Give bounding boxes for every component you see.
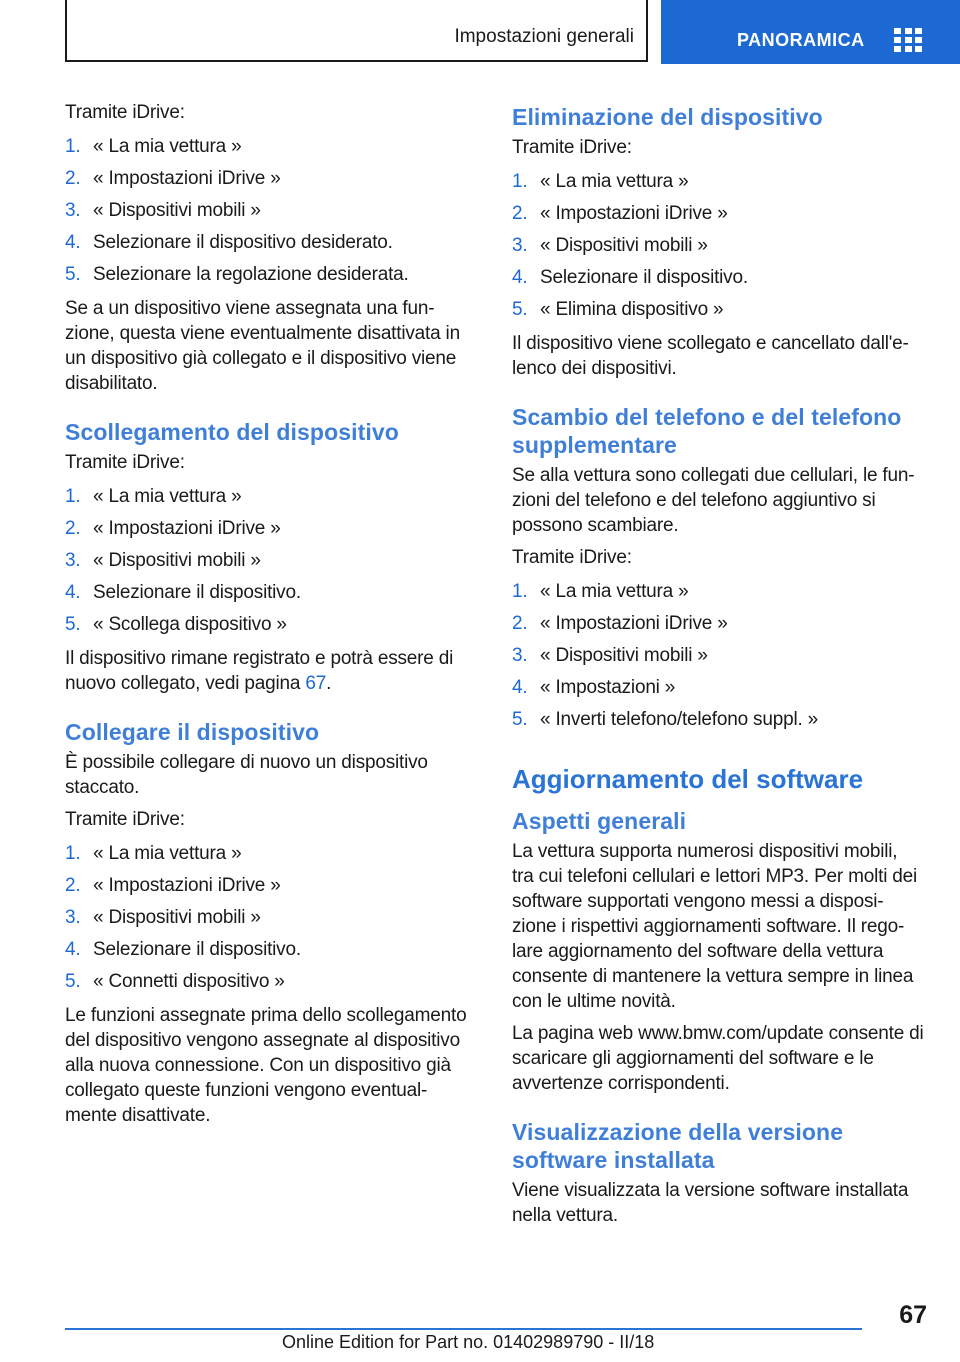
step-text: « La mia vettura » [93, 843, 242, 864]
step-number: 2. [65, 875, 81, 896]
step-number: 4. [65, 939, 81, 960]
list-item [512, 233, 924, 265]
list-item [65, 262, 477, 294]
step-number: 5. [65, 614, 81, 635]
paragraph: La vettura supporta numerosi dispositivi mobili, tra cui telefoni cellulari e lettori MP3. Per molti dei software supportati vengono messi a disposi- zione i rispettivi aggiornamenti software. Il rego- lare aggiornamento del software della vettura consente di mantenere la vettura sempre in linea con le ultime novità. [512, 841, 918, 1012]
step-text: « Dispositivi mobili » [93, 550, 261, 571]
step-text: Selezionare il dispositivo. [540, 267, 748, 288]
step-number: 3. [65, 907, 81, 928]
step-number: 4. [512, 267, 528, 288]
grid-icon [894, 28, 922, 52]
list-item [512, 169, 924, 201]
step-text: « Dispositivi mobili » [93, 200, 261, 221]
step-number: 5. [512, 709, 528, 730]
step-number: 2. [512, 613, 528, 634]
step-text: « Connetti dispositivo » [93, 971, 285, 992]
list-item [512, 643, 924, 675]
step-number: 2. [65, 168, 81, 189]
list-item [65, 969, 477, 1001]
intro-text: Tramite iDrive: [65, 102, 185, 123]
step-text: « Dispositivi mobili » [93, 907, 261, 928]
step-text: « Dispositivi mobili » [540, 235, 708, 256]
step-text: Selezionare il dispositivo desiderato. [93, 232, 393, 253]
step-text: « La mia vettura » [540, 171, 689, 192]
step-text: « Impostazioni iDrive » [540, 613, 728, 634]
section-tab [65, 0, 648, 62]
page-header [0, 0, 960, 66]
step-number: 1. [512, 171, 528, 192]
edition-text: Online Edition for Part no. 01402989790 - II/18 [282, 1332, 655, 1352]
heading-connect: Collegare il dispositivo [65, 719, 320, 745]
step-number: 3. [512, 235, 528, 256]
paragraph: È possibile collegare di nuovo un dispositivo staccato. [65, 752, 428, 798]
list-item [65, 905, 477, 937]
overview-label: PANORAMICA [737, 30, 865, 50]
list-item [512, 297, 924, 329]
right-column [512, 100, 924, 1228]
step-number: 2. [65, 518, 81, 539]
step-number: 3. [65, 200, 81, 221]
list-item [65, 484, 477, 516]
list-item [65, 937, 477, 969]
overview-button[interactable] [661, 0, 960, 64]
step-text: « Impostazioni iDrive » [540, 203, 728, 224]
list-item [65, 230, 477, 262]
step-number: 5. [65, 264, 81, 285]
heading-general: Aspetti generali [512, 808, 687, 834]
step-text: « Impostazioni iDrive » [93, 518, 281, 539]
heading-version: Visualizzazione della versione software installata [512, 1119, 844, 1173]
intro-text: Tramite iDrive: [512, 137, 632, 158]
page-link[interactable]: 67 [305, 673, 327, 694]
steps-list [65, 484, 477, 644]
left-column [65, 100, 477, 1128]
step-number: 4. [65, 582, 81, 603]
list-item [512, 611, 924, 643]
steps-list [65, 841, 477, 1001]
step-text: « La mia vettura » [93, 136, 242, 157]
step-text: « La mia vettura » [540, 581, 689, 602]
step-number: 4. [512, 677, 528, 698]
steps-list [65, 134, 477, 294]
list-item [65, 548, 477, 580]
list-item [65, 841, 477, 873]
step-text: « La mia vettura » [93, 486, 242, 507]
step-text: Selezionare la regolazione desiderata. [93, 264, 409, 285]
paragraph: Le funzioni assegnate prima dello scollegamento del dispositivo vengono assegnate al dispositivo alla nuova connessione. Con un dispositivo già collegato queste funzioni vengono eventual- mente disattivate. [65, 1005, 467, 1126]
list-item [65, 198, 477, 230]
list-item [512, 675, 924, 707]
step-number: 5. [512, 299, 528, 320]
page-number: 67 [899, 1301, 927, 1329]
step-number: 3. [65, 550, 81, 571]
footer-divider [65, 1328, 862, 1330]
paragraph: Se a un dispositivo viene assegnata una fun- zione, questa viene eventualmente disattivata in un dispositivo già collegato e il dispositivo viene disabilitato. [65, 298, 460, 394]
list-item [512, 265, 924, 297]
paragraph-text: . [326, 673, 332, 694]
paragraph: La pagina web www.bmw.com/update consente di scaricare gli aggiornamenti del software e le avvertenze corrispondenti. [512, 1023, 924, 1094]
list-item [65, 580, 477, 612]
paragraph [65, 646, 477, 696]
list-item [512, 201, 924, 233]
step-number: 1. [512, 581, 528, 602]
step-number: 2. [512, 203, 528, 224]
list-item [65, 516, 477, 548]
steps-list [512, 169, 924, 329]
list-item [512, 707, 924, 739]
paragraph-text: Il dispositivo rimane registrato e potrà essere di nuovo collegato, vedi pagina [65, 648, 454, 694]
paragraph: Viene visualizzata la versione software installata nella vettura. [512, 1180, 909, 1226]
steps-list [512, 579, 924, 739]
list-item [65, 612, 477, 644]
step-text: « Inverti telefono/telefono suppl. » [540, 709, 818, 730]
step-text: « Elimina dispositivo » [540, 299, 724, 320]
step-text: « Impostazioni iDrive » [93, 875, 281, 896]
step-number: 3. [512, 645, 528, 666]
step-number: 4. [65, 232, 81, 253]
step-number: 5. [65, 971, 81, 992]
step-text: « Scollega dispositivo » [93, 614, 287, 635]
intro-text: Tramite iDrive: [65, 809, 185, 830]
intro-text: Tramite iDrive: [512, 547, 632, 568]
step-number: 1. [65, 843, 81, 864]
heading-disconnect: Scollegamento del dispositivo [65, 419, 399, 445]
step-text: Selezionare il dispositivo. [93, 582, 301, 603]
step-number: 1. [65, 486, 81, 507]
step-text: « Dispositivi mobili » [540, 645, 708, 666]
paragraph: Il dispositivo viene scollegato e cancellato dall'e- lenco dei dispositivi. [512, 333, 909, 379]
list-item [65, 134, 477, 166]
heading-software-update: Aggiornamento del software [512, 764, 864, 794]
paragraph: Se alla vettura sono collegati due cellulari, le fun- zioni del telefono e del telefono aggiuntivo si possono scambiare. [512, 465, 915, 536]
step-text: Selezionare il dispositivo. [93, 939, 301, 960]
heading-swap: Scambio del telefono e del telefono supplementare [512, 404, 902, 458]
step-text: « Impostazioni » [540, 677, 676, 698]
step-text: « Impostazioni iDrive » [93, 168, 281, 189]
list-item [65, 873, 477, 905]
heading-delete: Eliminazione del dispositivo [512, 104, 823, 130]
step-number: 1. [65, 136, 81, 157]
section-title: Impostazioni generali [454, 26, 634, 47]
list-item [65, 166, 477, 198]
list-item [512, 579, 924, 611]
intro-text: Tramite iDrive: [65, 452, 185, 473]
